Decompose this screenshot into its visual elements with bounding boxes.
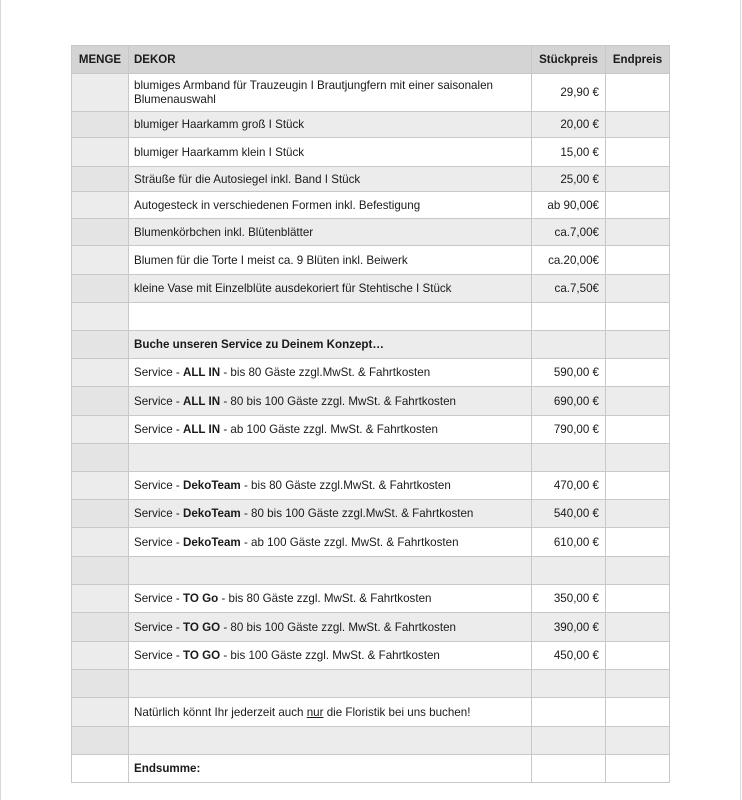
service-package-name: ALL IN xyxy=(182,423,221,436)
endpreis-cell[interactable] xyxy=(606,275,670,303)
empty-cell xyxy=(532,698,606,727)
table-row xyxy=(72,416,670,444)
endpreis-cell[interactable] xyxy=(606,642,670,670)
endpreis-cell[interactable] xyxy=(606,359,670,387)
menge-cell[interactable] xyxy=(72,472,129,500)
item-description: Autogesteck in verschiedenen Formen inkl. Befestigung xyxy=(129,192,532,219)
table-row xyxy=(72,219,670,246)
service-heading-row xyxy=(72,331,670,359)
service-description xyxy=(129,387,532,416)
service-price: 450,00 € xyxy=(532,642,606,670)
empty-cell xyxy=(532,755,606,783)
service-heading: Buche unseren Service zu Deinem Konzept… xyxy=(129,331,532,359)
menge-cell[interactable] xyxy=(72,74,129,112)
col-header-endpreis: Endpreis xyxy=(606,46,670,74)
empty-cell xyxy=(532,303,606,331)
note-text-before: Natürlich könnt Ihr jederzeit auch xyxy=(134,705,307,719)
table-row xyxy=(72,500,670,528)
endpreis-cell[interactable] xyxy=(606,246,670,275)
endpreis-cell[interactable] xyxy=(606,303,670,331)
endpreis-cell[interactable] xyxy=(606,387,670,416)
menge-cell[interactable] xyxy=(72,500,129,528)
service-details: - bis 80 Gäste zzgl. MwSt. & Fahrtkosten xyxy=(218,592,432,605)
endpreis-cell[interactable] xyxy=(606,528,670,557)
service-details: - 80 bis 100 Gäste zzgl.MwSt. & Fahrtkosten xyxy=(240,507,474,520)
item-description: Sträuße für die Autosiegel inkl. Band I Stück xyxy=(129,167,532,192)
empty-row xyxy=(72,303,670,331)
service-price: 350,00 € xyxy=(532,585,606,613)
menge-cell[interactable] xyxy=(72,557,129,585)
endpreis-cell[interactable] xyxy=(606,74,670,112)
menge-cell[interactable] xyxy=(72,585,129,613)
service-prefix: Service - xyxy=(134,423,183,436)
price-table xyxy=(71,45,670,783)
table-header-row xyxy=(72,46,670,74)
service-description xyxy=(129,416,532,444)
service-price: 790,00 € xyxy=(532,416,606,444)
endpreis-cell[interactable] xyxy=(606,557,670,585)
service-package-name: DekoTeam xyxy=(182,507,241,520)
service-price: 470,00 € xyxy=(532,472,606,500)
table-row xyxy=(72,275,670,303)
empty-cell xyxy=(129,557,532,585)
menge-cell[interactable] xyxy=(72,219,129,246)
page-edge-left xyxy=(0,0,1,800)
empty-cell xyxy=(532,557,606,585)
service-package-name: ALL IN xyxy=(182,366,221,379)
menge-cell[interactable] xyxy=(72,755,129,783)
endpreis-cell[interactable] xyxy=(606,727,670,755)
empty-row xyxy=(72,444,670,472)
endpreis-cell[interactable] xyxy=(606,500,670,528)
item-description: Blumen für die Torte I meist ca. 9 Blüten inkl. Beiwerk xyxy=(129,246,532,275)
table-row xyxy=(72,112,670,138)
endpreis-cell[interactable] xyxy=(606,167,670,192)
table-row xyxy=(72,642,670,670)
service-prefix: Service - xyxy=(134,649,183,662)
endpreis-cell[interactable] xyxy=(606,138,670,167)
menge-cell[interactable] xyxy=(72,444,129,472)
endpreis-cell[interactable] xyxy=(606,613,670,642)
menge-cell[interactable] xyxy=(72,275,129,303)
menge-cell[interactable] xyxy=(72,613,129,642)
table-row xyxy=(72,192,670,219)
service-prefix: Service - xyxy=(134,592,183,605)
item-price: ca.7,50€ xyxy=(532,275,606,303)
total-value-cell[interactable] xyxy=(606,755,670,783)
service-description xyxy=(129,500,532,528)
service-prefix: Service - xyxy=(134,366,183,379)
service-details: - bis 80 Gäste zzgl.MwSt. & Fahrtkosten xyxy=(240,479,451,492)
service-price: 590,00 € xyxy=(532,359,606,387)
service-description xyxy=(129,613,532,642)
service-details: - 80 bis 100 Gäste zzgl. MwSt. & Fahrtkosten xyxy=(220,620,456,634)
empty-cell xyxy=(129,303,532,331)
endpreis-cell[interactable] xyxy=(606,670,670,698)
item-description: blumiger Haarkamm klein I Stück xyxy=(129,138,532,167)
endpreis-cell[interactable] xyxy=(606,472,670,500)
endpreis-cell[interactable] xyxy=(606,112,670,138)
menge-cell[interactable] xyxy=(72,528,129,557)
empty-cell xyxy=(129,670,532,698)
item-description: kleine Vase mit Einzelblüte ausdekoriert für Stehtische I Stück xyxy=(129,275,532,303)
endpreis-cell[interactable] xyxy=(606,444,670,472)
empty-cell xyxy=(532,670,606,698)
service-prefix: Service - xyxy=(134,394,183,408)
service-price: 690,00 € xyxy=(532,387,606,416)
service-details: - bis 100 Gäste zzgl. MwSt. & Fahrtkosten xyxy=(220,649,440,662)
service-prefix: Service - xyxy=(134,620,183,634)
service-description xyxy=(129,472,532,500)
item-description: Blumenkörbchen inkl. Blütenblätter xyxy=(129,219,532,246)
menge-cell[interactable] xyxy=(72,138,129,167)
endpreis-cell[interactable] xyxy=(606,331,670,359)
service-description xyxy=(129,585,532,613)
service-details: - bis 80 Gäste zzgl.MwSt. & Fahrtkosten xyxy=(220,366,431,379)
menge-cell[interactable] xyxy=(72,192,129,219)
floristik-note xyxy=(129,698,532,727)
item-price: 29,90 € xyxy=(532,74,606,112)
service-package-name: TO GO xyxy=(182,649,221,662)
menge-cell[interactable] xyxy=(72,167,129,192)
item-price: ab 90,00€ xyxy=(532,192,606,219)
floristik-note-row xyxy=(72,698,670,727)
service-description xyxy=(129,642,532,670)
endpreis-cell[interactable] xyxy=(606,219,670,246)
service-details: - ab 100 Gäste zzgl. MwSt. & Fahrtkosten xyxy=(240,535,459,549)
col-header-stueckpreis: Stückpreis xyxy=(532,46,606,74)
service-price: 610,00 € xyxy=(532,528,606,557)
empty-cell xyxy=(129,727,532,755)
service-description xyxy=(129,528,532,557)
table-row xyxy=(72,74,670,112)
empty-row xyxy=(72,670,670,698)
col-header-dekor: DEKOR xyxy=(129,46,532,74)
empty-row xyxy=(72,557,670,585)
table-row xyxy=(72,387,670,416)
endpreis-cell[interactable] xyxy=(606,585,670,613)
service-package-name: TO GO xyxy=(182,620,221,634)
item-price: 20,00 € xyxy=(532,112,606,138)
price-list xyxy=(71,45,669,783)
page-edge-right xyxy=(740,0,741,800)
menge-cell[interactable] xyxy=(72,246,129,275)
table-row xyxy=(72,528,670,557)
menge-cell[interactable] xyxy=(72,112,129,138)
service-price: 540,00 € xyxy=(532,500,606,528)
item-price: 15,00 € xyxy=(532,138,606,167)
service-prefix: Service - xyxy=(134,479,183,492)
table-row xyxy=(72,167,670,192)
menge-cell[interactable] xyxy=(72,387,129,416)
service-description xyxy=(129,359,532,387)
menge-cell[interactable] xyxy=(72,331,129,359)
empty-cell xyxy=(532,727,606,755)
service-package-name: DekoTeam xyxy=(182,479,241,492)
empty-row xyxy=(72,727,670,755)
endpreis-cell[interactable] xyxy=(606,698,670,727)
table-row xyxy=(72,585,670,613)
menge-cell[interactable] xyxy=(72,698,129,727)
table-row xyxy=(72,613,670,642)
menge-cell[interactable] xyxy=(72,670,129,698)
table-row xyxy=(72,472,670,500)
service-price: 390,00 € xyxy=(532,613,606,642)
table-row xyxy=(72,359,670,387)
total-row xyxy=(72,755,670,783)
menge-cell[interactable] xyxy=(72,727,129,755)
item-price: ca.7,00€ xyxy=(532,219,606,246)
service-package-name: TO Go xyxy=(182,592,219,605)
item-price: ca.20,00€ xyxy=(532,246,606,275)
note-text-after: die Floristik bei uns buchen! xyxy=(323,705,471,719)
item-description: blumiges Armband für Trauzeugin I Brautjungfern mit einer saisonalen Blumenauswahl xyxy=(129,74,532,112)
service-package-name: ALL IN xyxy=(182,394,221,408)
empty-cell xyxy=(532,331,606,359)
menge-cell[interactable] xyxy=(72,416,129,444)
empty-cell xyxy=(532,444,606,472)
table-row xyxy=(72,138,670,167)
endpreis-cell[interactable] xyxy=(606,192,670,219)
service-package-name: DekoTeam xyxy=(182,535,241,549)
service-prefix: Service - xyxy=(134,507,183,520)
service-prefix: Service - xyxy=(134,535,183,549)
service-details: - 80 bis 100 Gäste zzgl. MwSt. & Fahrtkosten xyxy=(220,394,456,408)
menge-cell[interactable] xyxy=(72,303,129,331)
note-text-underlined: nur xyxy=(306,705,324,719)
col-header-menge: MENGE xyxy=(72,46,129,74)
menge-cell[interactable] xyxy=(72,359,129,387)
item-price: 25,00 € xyxy=(532,167,606,192)
total-label: Endsumme: xyxy=(129,755,532,783)
item-description: blumiger Haarkamm groß I Stück xyxy=(129,112,532,138)
endpreis-cell[interactable] xyxy=(606,416,670,444)
table-row xyxy=(72,246,670,275)
service-details: - ab 100 Gäste zzgl. MwSt. & Fahrtkosten xyxy=(220,423,438,436)
menge-cell[interactable] xyxy=(72,642,129,670)
empty-cell xyxy=(129,444,532,472)
